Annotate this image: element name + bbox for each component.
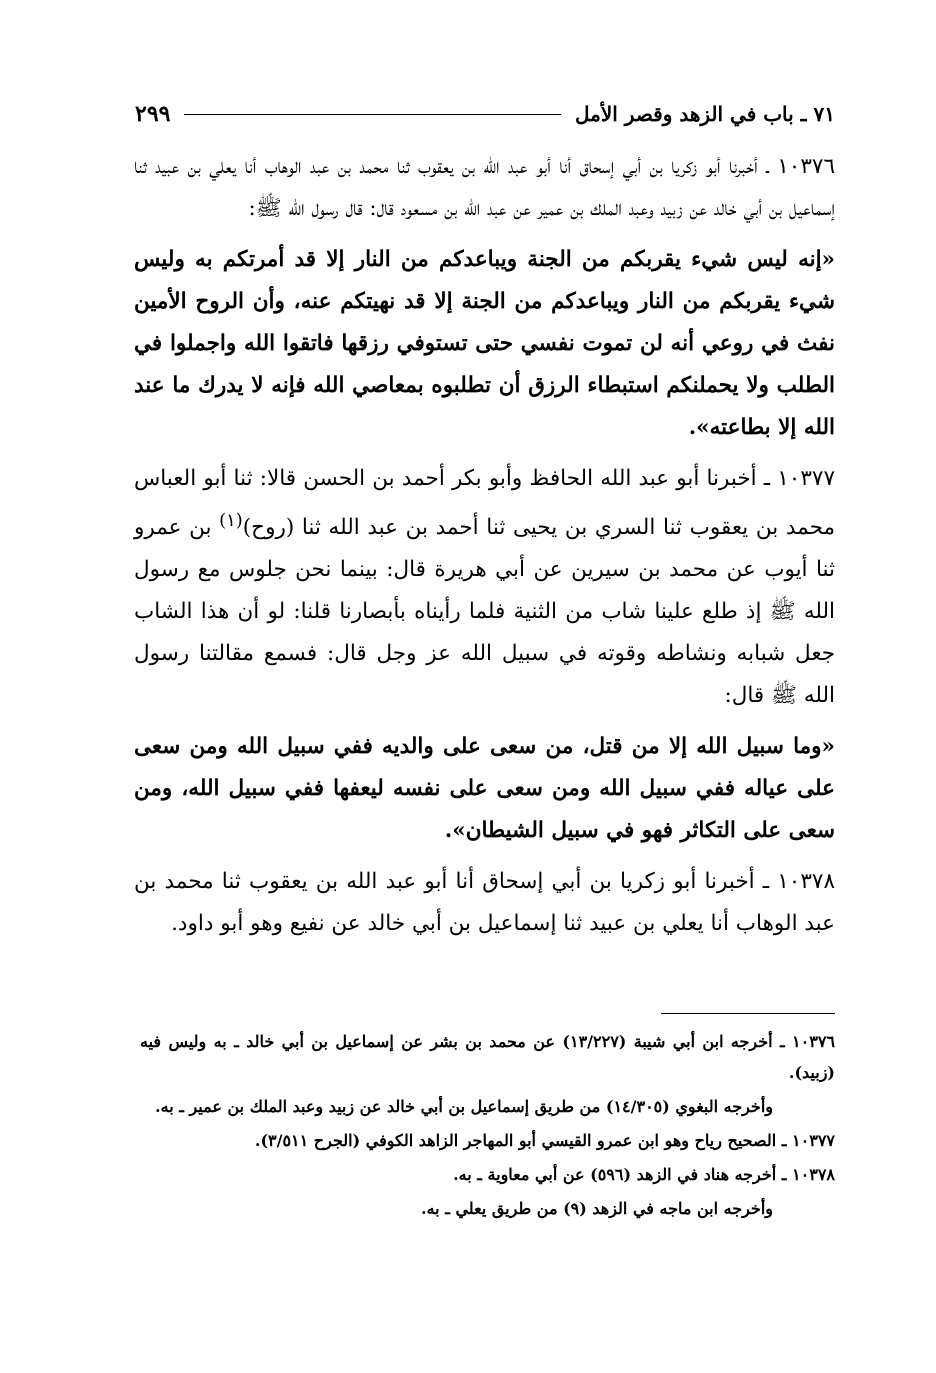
- hadith-10377-chain-part1: ١٠٣٧٧ ـ أخبرنا أبو عبد الله الحافظ وأبو بكر أحمد بن الحسن قالا: ثنا أبو العباس محمد بن يعقوب ثنا السري بن يحيى ثنا أحمد بن عبد الله ثنا (روح): [134, 466, 835, 541]
- running-header: [135, 92, 835, 136]
- header-rule: [184, 114, 561, 115]
- footnote-10377: ١٠٣٧٧ ـ الصحيح رياح وهو ابن عمرو القيسي أبو المهاجر الزاهد الكوفي (الجرح ٣/٥١١).: [254, 1131, 835, 1150]
- hadith-10377-chain-part2: بن عمرو ثنا أيوب عن محمد بن سيرين عن أبي هريرة قال: بينما نحن جلوس مع رسول الله ﷺ إذ طلع علينا شاب من الثنية فلما رأيناه بأبصارنا قلنا: لو أن هذا الشاب جعل شبابه ونشاطه وقوته في سبيل الله عز وجل قال: فسمع مقالتنا رسول الله ﷺ قال:: [134, 515, 835, 709]
- hadith-10376-text: «إنه ليس شيء يقربكم من الجنة ويباعدكم من النار إلا قد أمرتكم به وليس شيء يقربكم من النار ويباعدكم من الجنة إلا قد نهيتكم عنه، وأن الروح الأمين نفث في روعي أنه لن تموت نفسي حتى تستوفي رزقها فاتقوا الله واجملوا في الطلب ولا يحملنكم استبطاء الرزق أن تطلبوه بمعاصي الله فإنه لا يدرك ما عند الله إلا بطاعته».: [134, 247, 835, 440]
- footnote-10376-baghawi: وأخرجه البغوي (١٤/٣٠٥) من طريق إسماعيل بن أبي خالد عن زبيد وعبد الملك بن عمير ـ به.: [155, 1097, 773, 1116]
- hadith-10376-chain: ١٠٣٧٦ ـ أخبرنا أبو زكريا بن أبي إسحاق أنا أبو عبد الله بن يعقوب ثنا محمد بن عبد الوهاب أنا يعلي بن عبيد ثنا إسماعيل بن أبي خالد عن زبيد وعبد الملك بن عمير عن عبد الله بن مسعود قال: قال رسول الله ﷺ:: [134, 154, 835, 221]
- chapter-title: ٧١ ـ باب في الزهد وقصر الأمل: [575, 102, 835, 126]
- footnote-10378: ١٠٣٧٨ ـ أخرجه هناد في الزهد (٥٩٦) عن أبي معاوية ـ به.: [453, 1165, 835, 1184]
- footnote-10378-ibn-majah: وأخرجه ابن ماجه في الزهد (٩) من طريق يعلي ـ به.: [421, 1199, 773, 1218]
- page-number: ٢٩٩: [135, 101, 171, 127]
- hadith-10378-chain: ١٠٣٧٨ ـ أخبرنا أبو زكريا بن أبي إسحاق أنا أبو عبد الله بن يعقوب ثنا محمد بن عبد الوهاب أنا يعلي بن عبيد ثنا إسماعيل بن أبي خالد عن نفيع وهو أبو داود.: [134, 869, 835, 937]
- hadith-10377-chain: [134, 458, 835, 717]
- hadith-10377-text: «وما سبيل الله إلا من قتل، من سعى على والديه ففي سبيل الله ومن سعى على عياله ففي سبيل الله ومن سعى على نفسه ليعفها ففي سبيل الله، ومن سعى على التكاثر فهو في سبيل الشيطان».: [134, 734, 835, 844]
- footnote-10376: ١٠٣٧٦ ـ أخرجه ابن أبي شيبة (١٣/٢٢٧) عن محمد بن بشر عن إسماعيل بن أبي خالد ـ به وليس فيه (زبيد).: [140, 1032, 836, 1082]
- main-text: [134, 146, 835, 954]
- footnotes: [140, 1026, 835, 1227]
- footnote-separator: [661, 1013, 835, 1014]
- footnote-marker: (١): [219, 510, 243, 531]
